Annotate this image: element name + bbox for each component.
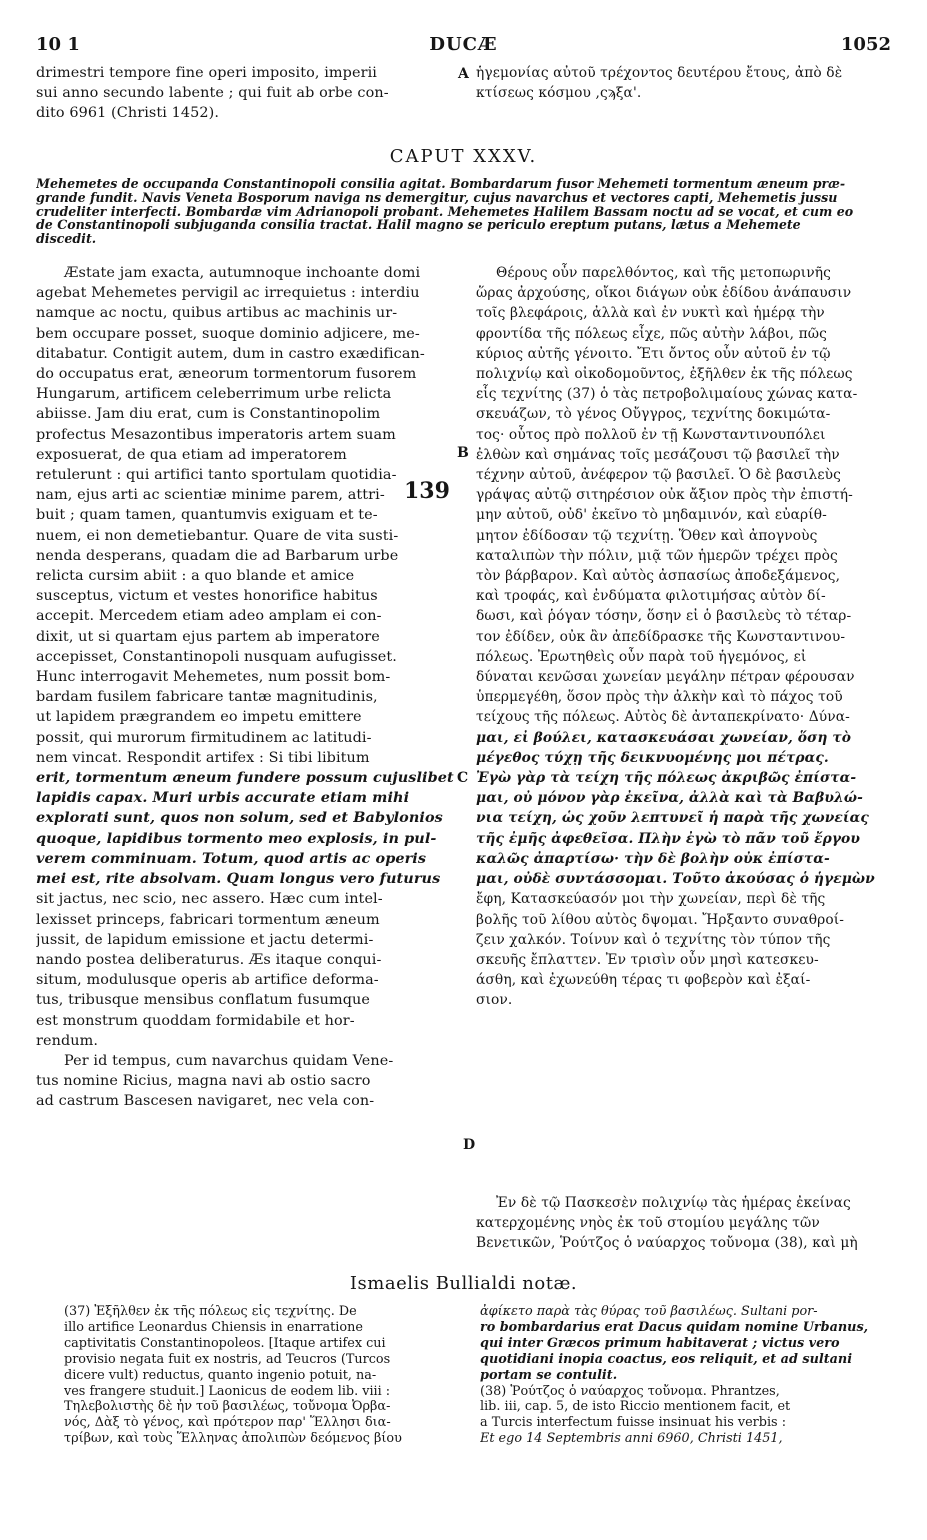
summary-line: de Constantinopoli subjuganda consilia tractat. Halil magno se periculo ereptum putans, lætus a Mehemete — [36, 218, 801, 233]
text-line: retulerunt : qui artifici tanto sportulam quotidia- — [36, 467, 397, 484]
text-line: τος· οὗτος πρὸ πολλοῦ ἐν τῇ Κωνσταντινουπόλει — [476, 426, 826, 443]
text-line: τῆς ἐμῆς ἀφεθεῖσα. Πλὴν ἐγὼ τὸ πᾶν τοῦ ἔργου — [476, 830, 861, 847]
text-line: Θέρους οὖν παρελθόντος, καὶ τῆς μετοπωρινῆς — [496, 265, 831, 281]
running-head-column-number: 1052 — [840, 34, 891, 55]
text-line: ἔφη, Κατασκεύασόν μοι τὴν χωνείαν, περὶ δὲ τῆς — [476, 891, 826, 908]
text-line: βολῆς τοῦ λίθου αὐτὸς δψομαι. Ἤρξαντο συναθροί- — [476, 911, 845, 928]
text-line: jussit, de lapidum emissione et jactu determi- — [36, 931, 374, 948]
text-line: Per id tempus, cum navarchus quidam Vene- — [64, 1052, 394, 1069]
margin-letter-b: B — [457, 445, 469, 461]
summary-line: Mehemetes de occupanda Constantinopoli consilia agitat. Bombardarum fusor Mehemeti tormentum æneum præ- — [36, 177, 846, 191]
note-line: νός, Δὰξ τὸ γένος, καὶ πρότερον παρ' Ἕλλησι δια- — [64, 1415, 391, 1431]
text-line: situm, modulusque operis ab artifice deforma- — [36, 972, 379, 989]
summary-line: grande fundit. Navis Veneta Bosporum naviga ns demergitur, cujus navarchus et vectores capti, Mehemetis jussu — [36, 190, 838, 205]
text-line: σιον. — [476, 992, 513, 1009]
text-line: sui anno secundo labente ; qui fuit ab orbe con- — [36, 85, 389, 102]
note-line: a Turcis interfectum fuisse insinuat his verbis : — [480, 1415, 787, 1431]
text-line: εἷς τεχνίτης (37) ὁ τὰς πετροβολιμαίους χώνας κατα- — [476, 386, 858, 403]
text-line: Æstate jam exacta, autumnoque inchoante domi — [64, 265, 421, 281]
text-line: πόλεως. Ἐρωτηθεὶς οὖν παρὰ τοῦ ἡγεμόνος, εἰ — [476, 648, 807, 665]
summary-line: crudeliter interfecti. Bombardæ vim Adrianopoli probant. Mehemetes Halilem Bassam noctu ad se vocat, et cum eo — [36, 204, 854, 219]
text-line: tus nomine Ricius, magna navi ab ostio sacro — [36, 1073, 371, 1090]
text-line: νια τείχη, ὡς χοῦν λεπτυνεῖ ἡ παρὰ τῆς χωνείας — [476, 810, 869, 827]
text-line: namque ac noctu, quibus artibus ac machinis ur- — [36, 305, 398, 322]
note-line: lib. iii, cap. 5, de isto Riccio mentionem facit, et — [480, 1399, 791, 1415]
note-line: ves frangere studuit.] Laonicus de eodem lib. viii : — [64, 1383, 391, 1399]
text-line: άσθη, καὶ ἐχωνεύθη τέρας τι φοβερὸν καὶ ἐξαί- — [476, 972, 811, 989]
note-line: ro bombardarius erat Dacus quidam nomine Urbanus, — [480, 1319, 869, 1335]
text-line: ἐλθὼν καὶ σημάνας τοῖς μεσάζουσι τῷ βασιλεῖ τὴν — [476, 446, 840, 463]
text-line: μητον ἐδίδοσαν τῷ τεχνίτῃ. Ὅθεν καὶ ἀπογνοὺς — [476, 527, 818, 544]
text-line: bem occupare posset, suoque dominio adjicere, me- — [36, 325, 420, 342]
text-line: τείχους τῆς πόλεως. Αὐτὸς δὲ ἀνταπεκρίνατο· Δύνα- — [476, 709, 850, 726]
chapter-summary — [36, 177, 894, 246]
text-line: κατερχομένης νηὸς ἐκ τοῦ στομίου μεγάλης τῶν — [476, 1215, 820, 1232]
text-line: μαι, οὐ μόνον γὰρ ἐκεῖνα, ἀλλὰ καὶ τὰ Βαβυλώ- — [476, 790, 863, 807]
chapter-title: CAPUT XXXV. — [389, 146, 538, 167]
text-line: ἡγεμονίας αὐτοῦ τρέχοντος δευτέρου ἔτους, ἀπὸ δὲ — [476, 65, 843, 81]
text-line: Βενετικῶν, Ῥούτζος ὁ ναύαρχος τοὔνομα (38), καὶ μὴ — [476, 1235, 858, 1252]
text-line: nando postea deliberaturus. Æs itaque conqui- — [36, 951, 382, 968]
text-line: μην αὐτοῦ, οὐδ' ἐκεῖνο τὸ μηδαμινόν, καὶ εὐαρίθ- — [476, 507, 827, 524]
margin-letter-a: A — [458, 66, 469, 82]
text-line: ὑπερμεγέθη, ὅσον πρὸς τὴν ἀλκὴν καὶ τὸ πάχος τοῦ — [476, 689, 843, 706]
text-line: lexisset princeps, fabricari tormentum æneum — [36, 911, 380, 928]
text-line: tus, tribusque mensibus conflatum fusumque — [36, 992, 371, 1009]
text-line: φροντίδα τῆς πόλεως εἶχε, πῶς αὐτὴν λάβοι, πῶς — [476, 325, 827, 342]
text-line: exposuerat, de qua etiam ad imperatorem — [36, 446, 347, 463]
text-line: ζειν χαλκόν. Τοίνυν καὶ ὁ τεχνίτης τὸν τύπον τῆς — [476, 931, 831, 948]
notes-left-column — [64, 1304, 462, 1447]
text-line: erit, tormentum æneum fundere possum cujuslibet — [36, 769, 454, 787]
note-line: portam se contulit. — [480, 1367, 618, 1383]
note-line: qui inter Græcos primum habitaverat ; victus vero — [480, 1335, 840, 1351]
text-line: dixit, ut si quartam ejus partem ab imperatore — [36, 628, 380, 645]
note-line: quotidiani inopia coactus, eos reliquit, et ad sultani — [480, 1351, 853, 1367]
note-line: illo artifice Leonardus Chiensis in enarratione — [64, 1319, 363, 1335]
text-line: πολιχνίῳ καὶ οἰκοδομοῦντος, ἐξῆλθεν ἐκ τῆς πόλεως — [476, 366, 853, 383]
margin-letter-d: D — [463, 1137, 476, 1153]
text-line: τὸν βάρβαρον. Καὶ αὐτὸς ἀσπασίως ἀποδεξάμενος, — [476, 568, 841, 585]
greek-column-continued — [476, 1193, 894, 1254]
text-line: Ἐν δὲ τῷ Πασκεσὲν πολιχνίῳ τὰς ἡμέρας ἐκείνας — [496, 1195, 851, 1211]
page-number: 139 — [404, 478, 450, 504]
text-line: τέχνην αὐτοῦ, ἀνέφερον τῷ βασιλεῖ. Ὁ δὲ βασιλεὺς — [476, 467, 841, 484]
note-line: captivitatis Constantinopoleos. [Itaque artifex cui — [64, 1335, 386, 1351]
text-line: mei est, rite absolvam. Quam longus vero futurus — [36, 870, 441, 888]
text-line: κτίσεως κόσμου ,ςϡξα'. — [476, 85, 642, 102]
top-right-greek-text — [476, 63, 894, 103]
text-line: sit jactus, nec scio, nec assero. Hæc cum intel- — [36, 891, 383, 908]
text-line: δωσι, καὶ ῥόγαν τόσην, ὅσην εἰ ὁ βασιλεὺς τὸ τέταρ- — [476, 608, 852, 625]
text-line: drimestri tempore fine operi imposito, imperii — [36, 65, 377, 81]
note-line: ἀφίκετο παρὰ τὰς θύρας τοῦ βασιλέως. Sultani por- — [480, 1304, 818, 1319]
text-line: ditabatur. Contigit autem, dum in castro exædifican- — [36, 345, 425, 362]
text-line: dito 6961 (Christi 1452). — [36, 105, 220, 122]
latin-column — [36, 263, 456, 1112]
text-line: susceptus, victum et vestes honorifice habitus — [36, 588, 378, 605]
text-line: accepit. Mercedem etiam adeo amplam ei con- — [36, 608, 382, 625]
text-line: τον ἐδίδεν, οὐκ ἂν ἀπεδίδρασκε τῆς Κωνσταντινου- — [476, 628, 846, 645]
note-line: τρίβων, καὶ τοὺς Ἕλληνας ἀπολιπὼν δεόμενος βίου — [64, 1431, 402, 1447]
text-line: abiisse. Jam diu erat, cum is Constantinopolim — [36, 406, 381, 423]
summary-line: discedit. — [36, 232, 97, 246]
text-line: nam, ejus arti ac scientiæ minime parem, attri- — [36, 487, 385, 504]
text-line: Hunc interrogavit Mehemetes, num possit bom- — [36, 669, 391, 686]
text-line: σκευάζων, τὸ γένος Οὔγγρος, τεχνίτης δοκιμώτα- — [476, 406, 831, 423]
text-line: profectus Mesazontibus imperatoris artem suam — [36, 426, 396, 443]
text-line: μαι, οὐδὲ συντάσσομαι. Τοῦτο ἀκούσας ὁ ἡγεμὼν — [476, 871, 875, 888]
text-line: do occupatus erat, æneorum tormentorum fusorem — [36, 366, 417, 383]
text-line: rendum. — [36, 1032, 99, 1049]
text-line: explorati sunt, quos non solum, sed et Babylonios — [36, 809, 443, 827]
text-line: Hungarum, artificem celeberrimum urbe relicta — [36, 386, 392, 403]
text-line: est monstrum quoddam formidabile et hor- — [36, 1012, 355, 1029]
text-line: quoque, lapidibus tormento meo explosis, in pul- — [36, 829, 437, 847]
margin-letter-c: C — [457, 770, 469, 786]
text-line: buit ; quam tamen, quantumvis exiguam et te- — [36, 507, 378, 524]
notes-right-column — [480, 1304, 892, 1447]
text-line: nuem, ei non demetiebantur. Quare de vita susti- — [36, 527, 399, 544]
running-head-left: 10 1 — [36, 34, 80, 55]
text-line: lapidis capax. Muri urbis accurate etiam mihi — [36, 789, 410, 807]
text-line: μέγεθος τύχῃ τῆς δεικνυομένης μοι πέτρας. — [476, 749, 829, 766]
text-line: bardam fusilem fabricare tantæ magnitudinis, — [36, 689, 378, 706]
text-line: γράψας αὐτῷ σιτηρέσιον οὐκ ἄξιον πρὸς τὴν ἐπιστή- — [476, 487, 853, 504]
text-line: ad castrum Bascesen navigaret, nec vela con- — [36, 1093, 375, 1110]
note-line: (37) Ἐξῆλθεν ἐκ τῆς πόλεως εἷς τεχνίτης. De — [64, 1304, 357, 1319]
text-line: relicta cursim abiit : a quo blande et amice — [36, 568, 355, 585]
note-line: dicere vult) reductus, quanto ingenio potuit, na- — [64, 1367, 377, 1383]
text-line: nenda desperans, quadam die ad Barbarum urbe — [36, 547, 399, 564]
note-line: Et ego 14 Septembris anni 6960, Christi 1451, — [480, 1431, 783, 1447]
text-line: τοῖς βλεφάροις, ἀλλὰ καὶ ἐν νυκτὶ καὶ ἡμέρᾳ τὴν — [476, 305, 825, 322]
top-left-latin-text — [36, 63, 456, 124]
text-line: καταλιπὼν τὴν πόλιν, μιᾷ τῶν ἡμερῶν τρέχει πρὸς — [476, 547, 838, 564]
text-line: Ἐγὼ γὰρ τὰ τείχη τῆς πόλεως ἀκριβῶς ἐπίστα- — [476, 770, 857, 787]
text-line: σκευῆς ἔπλαττεν. Ἐν τρισὶν οὖν μησὶ κατεσκευ- — [476, 951, 819, 968]
text-line: ut lapidem prægrandem eo impetu emittere — [36, 709, 362, 726]
text-line: ὥρας ἀρχούσης, οἴκοι διάγων οὐκ ἐδίδου ἀνάπαυσιν — [476, 285, 852, 302]
notes-title: Ismaelis Bullialdi notæ. — [349, 1273, 578, 1294]
text-line: μαι, εἰ βούλει, κατασκευάσαι χωνείαν, ὅση τὸ — [476, 729, 852, 746]
note-line: (38) Ῥούτζος ὁ ναύαρχος τοὔνομα. Phrantzes, — [480, 1383, 780, 1399]
text-line: verem comminuam. Totum, quod artis ac operis — [36, 849, 427, 867]
text-line: καὶ τροφάς, καὶ ἐνδύματα φιλοτιμήσας αὐτὸν δί- — [476, 588, 826, 605]
text-line: possit, qui murorum firmitudinem ac latitudi- — [36, 729, 372, 746]
text-line: agebat Mehemetes pervigil ac irrequietus : interdiu — [36, 285, 420, 302]
running-head-title: DUCÆ — [429, 34, 498, 55]
text-line: κύριος αὐτῆς γένοιτο. Ἔτι ὄντος οὖν αὐτοῦ ἐν τῷ — [476, 345, 831, 362]
running-head — [36, 34, 891, 56]
text-line: δύναται κενῶσαι χωνείαν μεγάλην πέτραν φέρουσαν — [476, 669, 855, 686]
note-line: provisio negata fuit ex nostris, ad Teucros (Turcos — [64, 1351, 391, 1367]
text-line: καλῶς ἀπαρτίσω· τὴν δὲ βολὴν οὐκ ἐπίστα- — [476, 850, 830, 867]
greek-column — [476, 263, 894, 1011]
text-line: nem vincat. Respondit artifex : Si tibi libitum — [36, 749, 370, 766]
note-line: Τηλεβολιστὴς δὲ ἦν τοῦ βασιλέως, τοὔνομα Ὀρβα- — [64, 1399, 391, 1415]
text-line: accepisset, Constantinopoli nusquam aufugisset. — [36, 648, 397, 665]
